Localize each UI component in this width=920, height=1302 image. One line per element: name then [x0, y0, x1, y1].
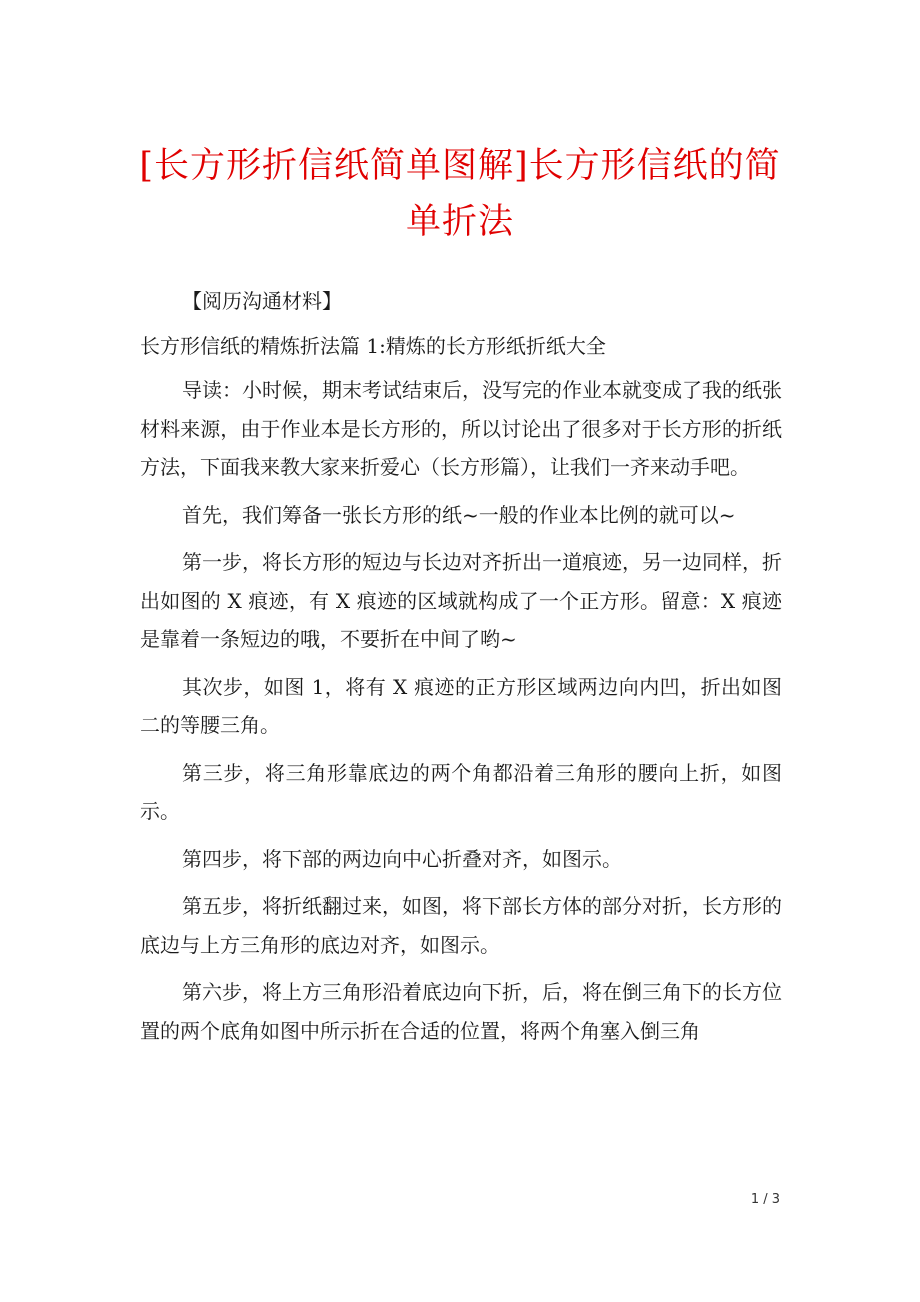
title-line-2: 单折法	[405, 202, 514, 242]
paragraph-step-2: 其次步，如图 1，将有 X 痕迹的正方形区域两边向内凹，折出如图二的等腰三角。	[140, 674, 782, 737]
paragraph-heading: 【阅历沟通材料】	[182, 289, 342, 313]
paragraph-intro: 导读：小时候，期末考试结束后，没写完的作业本就变成了我的纸张材料来源，由于作业本是长方形的，所以讨论出了很多对于长方形的折纸方法，下面我来教大家来折爱心（长方形篇），让我们一齐来动手吧。	[140, 378, 782, 479]
paragraph-step-5: 第五步，将折纸翻过来，如图，将下部长方体的部分对折，长方形的底边与上方三角形的底边对齐，如图示。	[140, 894, 782, 957]
paragraph-step-4: 第四步，将下部的两边向中心折叠对齐，如图示。	[182, 846, 622, 871]
page-number: 1 / 3	[750, 1192, 780, 1207]
title-line-1: [长方形折信纸简单图解]长方形信纸的简	[139, 146, 781, 186]
paragraph-subtitle: 长方形信纸的精炼折法篇 1:精炼的长方形纸折纸大全	[140, 333, 606, 358]
paragraph-step-6: 第六步，将上方三角形沿着底边向下折，后，将在倒三角下的长方位置的两个底角如图中所示折在合适的位置，将两个角塞入倒三角	[140, 980, 782, 1043]
paragraph-step-3: 第三步，将三角形靠底边的两个角都沿着三角形的腰向上折，如图示。	[140, 760, 782, 823]
paragraph-step-1: 第一步，将长方形的短边与长边对齐折出一道痕迹，另一边同样，折出如图的 X 痕迹，有 X 痕迹的区域就构成了一个正方形。留意：X 痕迹是靠着一条短边的哦，不要折在中间了哟~	[140, 550, 782, 651]
document-body	[140, 282, 782, 1050]
document-title	[120, 138, 800, 250]
paragraph-prepare: 首先，我们筹备一张长方形的纸~一般的作业本比例的就可以~	[182, 502, 736, 527]
